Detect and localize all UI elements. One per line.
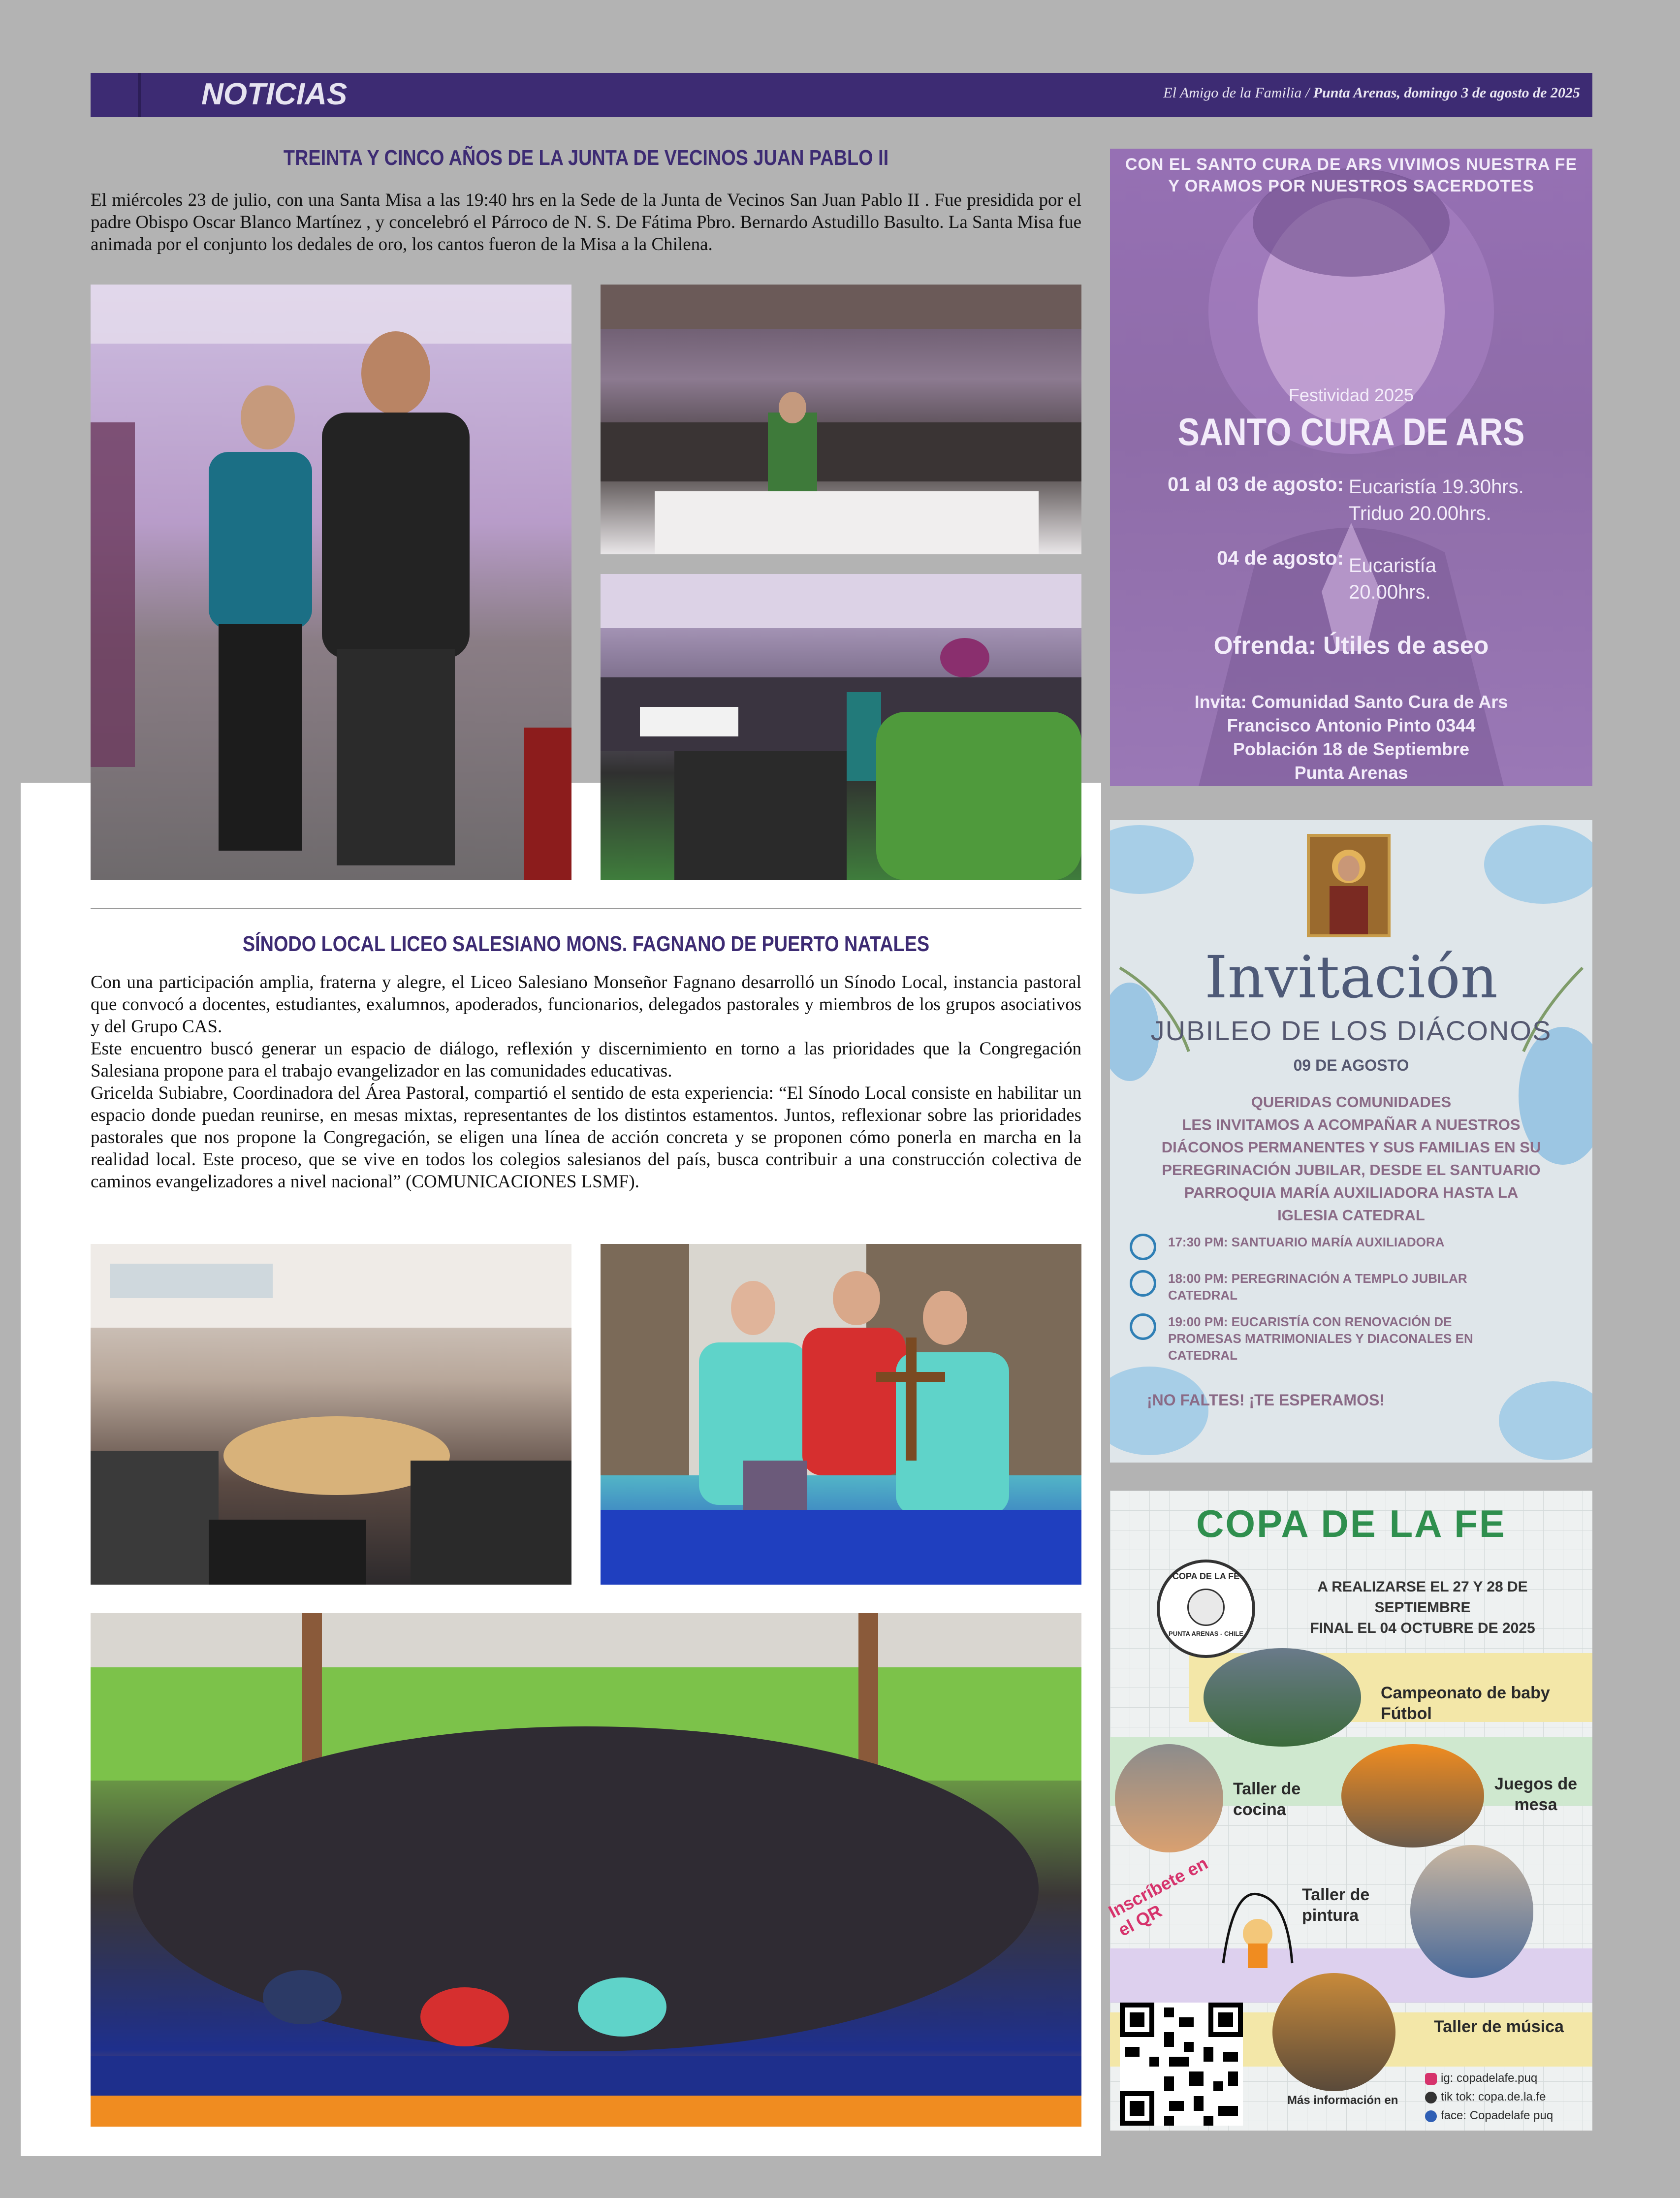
ad1-row2-values (1349, 552, 1575, 605)
ad-jubileo-diaconos (1110, 820, 1592, 1463)
header-tab (91, 73, 141, 117)
ad1-invita-line: Invita: Comunidad Santo Cura de Ars (1194, 692, 1508, 712)
ad2-text-line: LES INVITAMOS A ACOMPAÑAR A NUESTROS (1182, 1116, 1521, 1133)
ad1-invita-line: Punta Arenas (1294, 763, 1408, 783)
photo-couple (91, 285, 571, 880)
clock-icon (1130, 1234, 1156, 1260)
ad1-festividad: Festividad 2025 (1288, 385, 1414, 405)
inscribete-label: Inscríbete en el QR (1105, 1852, 1211, 1941)
tiktok-icon (1425, 2092, 1437, 2103)
tiktok-handle: tik tok: copa.de.la.fe (1441, 2090, 1546, 2103)
mas-info-label: Más información en (1287, 2094, 1398, 2107)
ad1-title: SANTO CURA DE ARS (1177, 410, 1525, 453)
ad1-invita-line: Francisco Antonio Pinto 0344 (1227, 715, 1476, 735)
photo-mass (601, 285, 1081, 554)
boardgames-photo (1341, 1744, 1484, 1848)
photo-group-art (91, 1613, 1081, 2127)
music-photo (1272, 1973, 1395, 2091)
cooking-photo (1115, 1744, 1223, 1852)
photo-classroom (91, 1244, 571, 1585)
ad-copa-de-la-fe (1105, 1491, 1592, 2131)
article2-paragraph: Con una participación amplia, fraterna y alegre, el Liceo Salesiano Monseñor Fagnano desarrolló un Sínodo Local, instancia pastoral que convocó a docentes, estudiantes, exalumnos, apoderados, funcionarios, delegados pastorales y miembros de los grupos asociativos y del Grupo CAS. (91, 972, 1081, 1037)
ad3-dates-line2: FINAL EL 04 OCTUBRE DE 2025 (1310, 1620, 1535, 1636)
ad1-row1-value1: Eucaristía 19.30hrs. (1349, 476, 1524, 498)
article1-paragraph: El miércoles 23 de julio, con una Santa Misa a las 19:40 hrs en la Sede de la Junta de Vecinos San Juan Pablo II . Fue presidida por el padre Obispo Oscar Blanco Martínez , y concelebró el Párroco de N. S. De Fátima Pbro. Bernardo Astudillo Basulto. La Santa Misa fue animada por el conjunto los dedales de oro, los cantos fueron de la Misa a la Chilena. (91, 190, 1081, 255)
tiktok-link[interactable] (1425, 2088, 1592, 2106)
article2-paragraph: Este encuentro buscó generar un espacio de diálogo, reflexión y discernimiento en torno a las prioridades que la Congregación Salesiana propone para el trabajo evangelizador en las comunidades educativas. (91, 1039, 1081, 1081)
jump-rope-art (1213, 1884, 1302, 1978)
ad3-dates (1268, 1577, 1578, 1639)
activity-boardgames: Juegos de mesa (1494, 1775, 1578, 1814)
saint-icon-art (1310, 837, 1388, 934)
dateline: El Amigo de la Familia / Punta Arenas, domingo 3 de agosto de 2025 (1163, 85, 1580, 101)
instagram-icon (1425, 2073, 1437, 2085)
article1-title: TREINTA Y CINCO AÑOS DE LA JUNTA DE VECINOS JUAN PABLO II (283, 146, 889, 170)
jump-rope-icon (1213, 1884, 1302, 1978)
ad1-row1-value2: Triduo 20.00hrs. (1349, 503, 1491, 524)
ad1-ofrenda: Ofrenda: Útiles de aseo (1213, 632, 1489, 659)
football-photo (1204, 1648, 1361, 1747)
ad3-title: COPA DE LA FE (1196, 1502, 1506, 1545)
activity-football: Campeonato de baby Fútbol (1381, 1684, 1550, 1723)
ad1-invita (1110, 690, 1592, 785)
social-links (1425, 2069, 1592, 2125)
ad2-text-line: IGLESIA CATEDRAL (1277, 1207, 1425, 1224)
ad2-schedule-text: 19:00 PM: EUCARISTÍA CON RENOVACIÓN DE PROMESAS MATRIMONIALES Y DIACONALES EN CATEDRAL (1168, 1314, 1473, 1363)
clock-icon (1130, 1270, 1156, 1297)
article-divider (91, 908, 1081, 909)
facebook-icon (1425, 2110, 1437, 2122)
section-title: NOTICIAS (201, 77, 348, 111)
ad2-schedule (1130, 1234, 1563, 1364)
photo-group (91, 1613, 1081, 2127)
ad2-text-line: PARROQUIA MARÍA AUXILIADORA HASTA LA (1184, 1184, 1519, 1201)
dateline-text: Punta Arenas, domingo 3 de agosto de 2025 (1313, 85, 1580, 101)
section-header (91, 73, 1592, 117)
ad2-schedule-text: 18:00 PM: PEREGRINACIÓN A TEMPLO JUBILAR CATEDRAL (1168, 1271, 1467, 1303)
ad2-subtitle: JUBILEO DE LOS DIÁCONOS (1150, 1015, 1552, 1046)
photo-three-people-art (601, 1244, 1081, 1585)
ad1-invita-line: Población 18 de Septiembre (1233, 739, 1470, 759)
ad2-title: Invitación (1205, 943, 1498, 1011)
publication-name: El Amigo de la Familia (1163, 85, 1302, 101)
article2-title: SÍNODO LOCAL LICEO SALESIANO MONS. FAGNANO DE PUERTO NATALES (242, 932, 930, 956)
ad1-row1-label: 01 al 03 de agosto: (1168, 474, 1344, 495)
cup-icon (1187, 1589, 1225, 1626)
copa-badge-bottom: PUNTA ARENAS - CHILE (1169, 1630, 1243, 1637)
ad1-top-text: CON EL SANTO CURA DE ARS VIVIMOS NUESTRA FE Y ORAMOS POR NUESTROS SACERDOTES (1125, 155, 1578, 195)
ad2-schedule-text: 17:30 PM: SANTUARIO MARÍA AUXILIADORA (1168, 1235, 1445, 1249)
ad-santo-cura-de-ars (1110, 149, 1592, 786)
ad2-schedule-item (1130, 1270, 1563, 1304)
activity-painting: Taller de pintura (1302, 1885, 1370, 1925)
photo-couple-art (91, 285, 571, 880)
ad3-dates-line1: A REALIZARSE EL 27 Y 28 DE SEPTIEMBRE (1317, 1579, 1528, 1616)
activity-music: Taller de música (1434, 2017, 1564, 2036)
ad2-text (1144, 1091, 1558, 1227)
photo-bishop (601, 574, 1081, 880)
ad1-row1-values (1349, 474, 1575, 527)
instagram-handle: ig: copadelafe.puq (1441, 2071, 1538, 2085)
qr-code-icon[interactable] (1120, 2003, 1243, 2126)
photo-classroom-art (91, 1244, 571, 1585)
article2-paragraph: Gricelda Subiabre, Coordinadora del Área Pastoral, compartió el sentido de esta experiencia: “El Sínodo Local consiste en habilitar un espacio donde puedan reunirse, en mesas mixtas, representantes de los distintos estamentos. Juntos, reflexionar sobre las prioridades pastorales que nos propone la Congregación, se eligen una línea de acción concreta y se proponen cómo ponerla en marcha en la realidad local. Este proceso, que se vive en todos los colegios salesianos del país, busca contribuir a una construcción colectiva de caminos evangelizadores a nivel nacional” (COMUNICACIONES LSMF). (91, 1083, 1081, 1192)
ad2-text-line: PEREGRINACIÓN JUBILAR, DESDE EL SANTUARIO (1162, 1161, 1541, 1179)
ad2-schedule-item (1130, 1313, 1563, 1364)
painting-photo (1410, 1845, 1533, 1978)
activity-cooking: Taller de cocina (1233, 1780, 1301, 1819)
ad2-closing: ¡NO FALTES! ¡TE ESPERAMOS! (1147, 1391, 1385, 1409)
copa-badge-top: COPA DE LA FE (1172, 1571, 1240, 1581)
article1-body (91, 189, 1081, 255)
ad1-row2-value1: Eucaristía (1349, 555, 1436, 576)
facebook-link[interactable] (1425, 2106, 1592, 2125)
facebook-handle: face: Copadelafe puq (1441, 2109, 1553, 2122)
qr-code-art (1120, 2003, 1243, 2126)
photo-three-people (601, 1244, 1081, 1585)
photo-mass-art (601, 285, 1081, 554)
ad1-row2-label: 04 de agosto: (1217, 547, 1344, 569)
ad2-date: 09 DE AGOSTO (1293, 1056, 1409, 1074)
ad1-row2-value2: 20.00hrs. (1349, 581, 1431, 603)
clock-icon (1130, 1313, 1156, 1340)
article2-body (91, 971, 1081, 1193)
photo-bishop-art (601, 574, 1081, 880)
saint-icon (1307, 834, 1391, 937)
instagram-link[interactable] (1425, 2069, 1592, 2088)
ad2-text-line: QUERIDAS COMUNIDADES (1251, 1093, 1452, 1111)
copa-badge-icon (1157, 1560, 1255, 1658)
ad2-text-line: DIÁCONOS PERMANENTES Y SUS FAMILIAS EN SU (1161, 1139, 1541, 1156)
ad2-schedule-item (1130, 1234, 1563, 1260)
